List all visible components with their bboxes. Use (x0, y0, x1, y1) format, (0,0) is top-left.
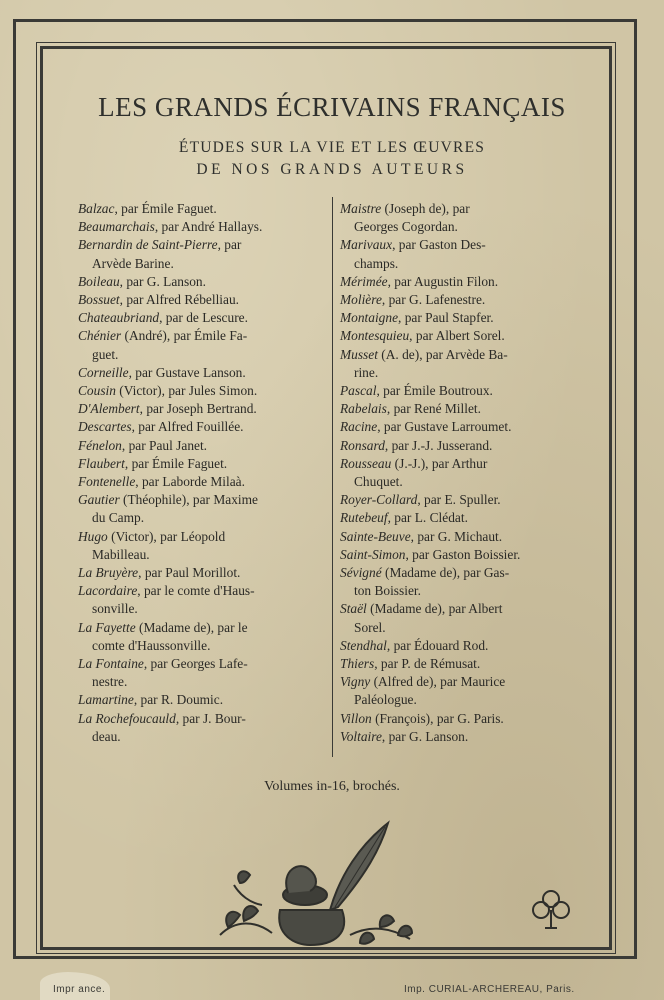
author-study-continued: champs. (354, 255, 399, 271)
imprint-left: Impr ance. (53, 984, 106, 995)
author-entry (340, 728, 602, 746)
author-study-continued: rine. (354, 364, 379, 380)
right-author-list (340, 200, 602, 746)
author-entry (78, 619, 333, 655)
author-name: Boileau (78, 273, 120, 289)
author-entry (340, 600, 602, 636)
subtitle-line-1: ÉTUDES SUR LA VIE ET LES ŒUVRES (178, 139, 486, 156)
author-entry (78, 691, 333, 709)
author-entry (78, 473, 333, 491)
author-name: La Bruyère (78, 565, 139, 581)
author-entry (78, 400, 333, 418)
author-study: (Alfred de), par Maurice (370, 674, 506, 690)
author-entry (78, 455, 333, 473)
author-study: (Joseph de), par (381, 201, 470, 216)
author-study: , par P. de Rémusat. (374, 656, 481, 672)
author-name: Chateaubriand (78, 310, 160, 326)
author-name: Sainte-Beuve (340, 528, 411, 544)
author-name: La Rochefoucauld (78, 710, 176, 726)
author-entry (340, 309, 602, 327)
author-study: , par Émile Faguet. (114, 201, 217, 216)
author-study-continued: ton Boissier. (354, 583, 421, 599)
author-study: , par R. Doumic. (133, 692, 224, 708)
author-entry (78, 327, 333, 363)
author-entry (340, 400, 602, 418)
author-entry (340, 327, 602, 345)
author-entry (78, 382, 333, 400)
subtitle-line-2: DE NOS GRANDS AUTEURS (196, 161, 468, 178)
author-study: (Madame de), par Albert (366, 601, 503, 617)
author-study: , par Paul Janet. (121, 437, 208, 453)
page-title: LES GRANDS ÉCRIVAINS FRANÇAIS (98, 92, 566, 122)
author-study-continued: du Camp. (92, 510, 145, 526)
author-name: Rousseau (340, 455, 392, 471)
author-study: , par de Lescure. (159, 310, 248, 326)
author-study: , par E. Spuller. (417, 492, 501, 508)
author-study: , par Laborde Milaà. (135, 474, 245, 490)
author-study: , par Gaston Des- (392, 237, 486, 253)
author-entry (78, 710, 333, 746)
author-entry (340, 437, 602, 455)
inkwell-quill-ornament-icon (210, 815, 420, 955)
author-name: Descartes (78, 419, 132, 435)
author-name: Bernardin de Saint-Pierre (78, 237, 218, 253)
author-entry (78, 291, 333, 309)
author-entry (340, 382, 602, 400)
author-study-continued: Chuquet. (354, 474, 403, 490)
author-name: Fontenelle (78, 474, 136, 490)
author-study-continued: Arvède Barine. (92, 255, 174, 271)
author-study: (Victor), par Léopold (107, 528, 226, 544)
author-entry (340, 546, 602, 564)
author-study: , par Alfred Fouillée. (131, 419, 244, 435)
author-name: Staël (340, 601, 367, 617)
author-entry (78, 309, 333, 327)
author-entry (340, 509, 602, 527)
author-entry (78, 273, 333, 291)
author-name: Balzac (78, 201, 115, 216)
author-entry (78, 364, 333, 382)
author-study: , par André Hallays. (154, 219, 263, 235)
author-study: , par L. Clédat. (387, 510, 468, 526)
author-entry (78, 236, 333, 272)
author-study: , par Gustave Lanson. (128, 364, 246, 380)
author-study-continued: deau. (92, 728, 121, 744)
author-study: , par Gustave Larroumet. (377, 419, 512, 435)
author-name: La Fontaine (78, 656, 144, 672)
author-entry (340, 528, 602, 546)
author-study: , par G. Lanson. (119, 273, 206, 289)
author-study-continued: Paléologue. (354, 692, 417, 708)
author-entry (340, 236, 602, 272)
author-entry (78, 528, 333, 564)
author-entry (340, 710, 602, 728)
volumes-note: Volumes in-16, brochés. (264, 779, 400, 794)
author-entry (78, 437, 333, 455)
author-name: D'Alembert (78, 401, 140, 417)
author-entry (340, 273, 602, 291)
author-entry (78, 200, 333, 218)
author-entry (340, 200, 602, 236)
author-study: , par Albert Sorel. (409, 328, 505, 344)
author-entry (340, 291, 602, 309)
author-entry (340, 564, 602, 600)
author-study: , par G. Lanson. (381, 728, 469, 744)
author-study: , par Émile Boutroux. (376, 383, 493, 399)
author-name: Montesquieu (340, 328, 410, 344)
author-name: Royer-Collard (340, 492, 418, 508)
author-entry (78, 218, 333, 236)
author-study: , par Alfred Rébelliau. (119, 292, 240, 308)
author-study: (Madame de), par le (135, 619, 248, 635)
author-name: Villon (340, 710, 372, 726)
author-study: (André), par Émile Fa- (121, 328, 248, 344)
author-entry (78, 582, 333, 618)
author-name: Fénelon (78, 437, 122, 453)
author-entry (340, 346, 602, 382)
author-name: Pascal (340, 383, 377, 399)
author-study: , par Paul Stapfer. (398, 310, 494, 326)
author-name: Thiers (340, 656, 375, 672)
author-name: Cousin (78, 383, 116, 399)
printer-imprint: Imp. CURIAL-ARCHEREAU, Paris. (404, 984, 575, 995)
author-study: (François), par G. Paris. (371, 710, 504, 726)
author-entry (340, 673, 602, 709)
author-study: , par Émile Faguet. (124, 455, 228, 471)
left-author-list (78, 200, 333, 746)
club-trefoil-icon (530, 888, 572, 930)
author-name: Stendhal (340, 637, 387, 653)
author-study: , par Augustin Filon. (387, 273, 499, 289)
author-study-continued: Georges Cogordan. (354, 219, 458, 235)
author-entry (340, 418, 602, 436)
author-entry (340, 637, 602, 655)
author-name: Molière (340, 292, 382, 308)
author-study: (Théophile), par Maxime (119, 492, 258, 508)
author-entry (78, 491, 333, 527)
author-study: , par G. Michaut. (410, 528, 503, 544)
author-study: , par Gaston Boissier. (405, 546, 521, 562)
author-name: Montaigne (340, 310, 399, 326)
author-name: Voltaire (340, 728, 382, 744)
author-study: , par (217, 237, 242, 253)
author-name: Saint-Simon (340, 546, 406, 562)
author-name: La Fayette (78, 619, 136, 635)
author-name: Ronsard (340, 437, 385, 453)
author-study: , par le comte d'Haus- (137, 583, 255, 599)
author-name: Mérimée (340, 273, 388, 289)
author-study: , par Paul Morillot. (138, 565, 241, 581)
author-name: Rabelais (340, 401, 387, 417)
author-study: (A. de), par Arvède Ba- (377, 346, 508, 362)
author-entry (78, 564, 333, 582)
author-study: (J.-J.), par Arthur (391, 455, 488, 471)
author-study-continued: sonville. (92, 601, 138, 617)
author-name: Corneille (78, 364, 129, 380)
author-study: , par J.-J. Jusserand. (384, 437, 493, 453)
author-name: Hugo (78, 528, 108, 544)
author-name: Beaumarchais (78, 219, 155, 235)
author-study: , par J. Bour- (175, 710, 246, 726)
author-study-continued: Sorel. (354, 619, 386, 635)
author-entry (340, 491, 602, 509)
author-name: Lacordaire (78, 583, 138, 599)
author-name: Sévigné (340, 565, 382, 581)
author-name: Maistre (340, 201, 382, 216)
author-name: Racine (340, 419, 378, 435)
author-study: , par Joseph Bertrand. (139, 401, 257, 417)
author-entry (340, 455, 602, 491)
author-entry (78, 655, 333, 691)
author-study-continued: Mabilleau. (92, 546, 150, 562)
author-name: Bossuet (78, 292, 120, 308)
author-study-continued: comte d'Haussonville. (92, 637, 211, 653)
author-study: , par René Millet. (386, 401, 481, 417)
author-study: , par G. Lafenestre. (381, 292, 486, 308)
author-entry (340, 655, 602, 673)
author-study: , par Édouard Rod. (386, 637, 489, 653)
author-name: Vigny (340, 674, 371, 690)
author-name: Musset (340, 346, 378, 362)
author-study: , par Georges Lafe- (143, 656, 248, 672)
author-name: Lamartine (78, 692, 134, 708)
author-study: (Victor), par Jules Simon. (115, 383, 258, 399)
author-study-continued: guet. (92, 346, 119, 362)
author-study-continued: nestre. (92, 674, 128, 690)
author-name: Rutebeuf (340, 510, 388, 526)
author-study: (Madame de), par Gas- (381, 565, 510, 581)
author-name: Marivaux (340, 237, 393, 253)
author-name: Chénier (78, 328, 122, 344)
author-name: Flaubert (78, 455, 125, 471)
author-name: Gautier (78, 492, 120, 508)
author-entry (78, 418, 333, 436)
